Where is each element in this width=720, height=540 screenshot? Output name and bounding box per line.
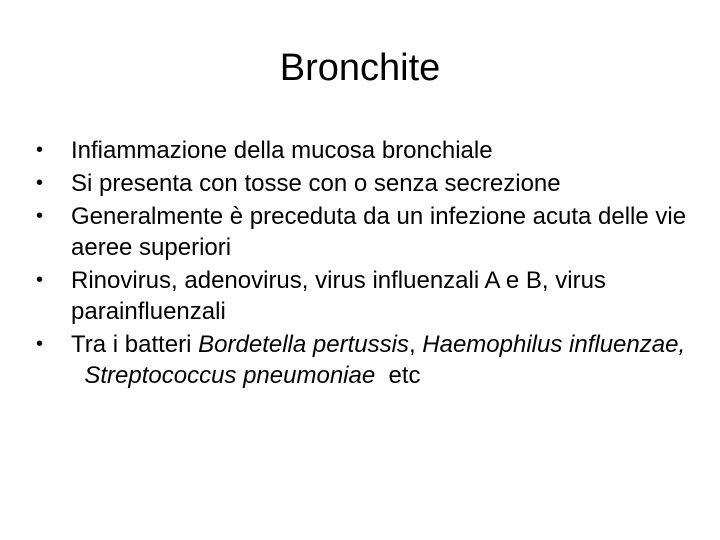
- bullet-text-suffix: etc: [375, 362, 421, 389]
- bullet-text: Rinovirus, adenovirus, virus influenzali A e B, virus parainfluenzali: [71, 267, 606, 325]
- slide-title: Bronchite: [279, 47, 441, 89]
- bullet-dot-icon: •: [36, 205, 44, 227]
- bullet-text-separator: ,: [408, 331, 423, 358]
- bullet-item: [36, 168, 696, 199]
- bullet-dot-icon: •: [36, 172, 44, 194]
- bullet-item: [36, 201, 696, 263]
- bacterium-name: Streptococcus pneumoniae: [84, 362, 376, 389]
- bullet-dot-icon: •: [36, 269, 44, 291]
- bullet-text-separator: [71, 362, 84, 389]
- bullet-text: Generalmente è preceduta da un infezione acuta delle vie aeree superiori: [71, 203, 687, 261]
- bullet-list: [36, 135, 696, 393]
- bullet-item: [36, 329, 696, 391]
- bullet-text: Si presenta con tosse con o senza secrezione: [71, 170, 561, 197]
- bullet-text-prefix: Tra i batteri: [71, 331, 199, 358]
- bullet-item: [36, 135, 696, 166]
- bullet-dot-icon: •: [36, 333, 44, 355]
- bullet-item: [36, 265, 696, 327]
- bacterium-name: Haemophilus influenzae,: [422, 331, 686, 358]
- bullet-dot-icon: •: [36, 139, 44, 161]
- bullet-text: Infiammazione della mucosa bronchiale: [71, 137, 493, 164]
- bacterium-name: Bordetella pertussis: [198, 331, 409, 358]
